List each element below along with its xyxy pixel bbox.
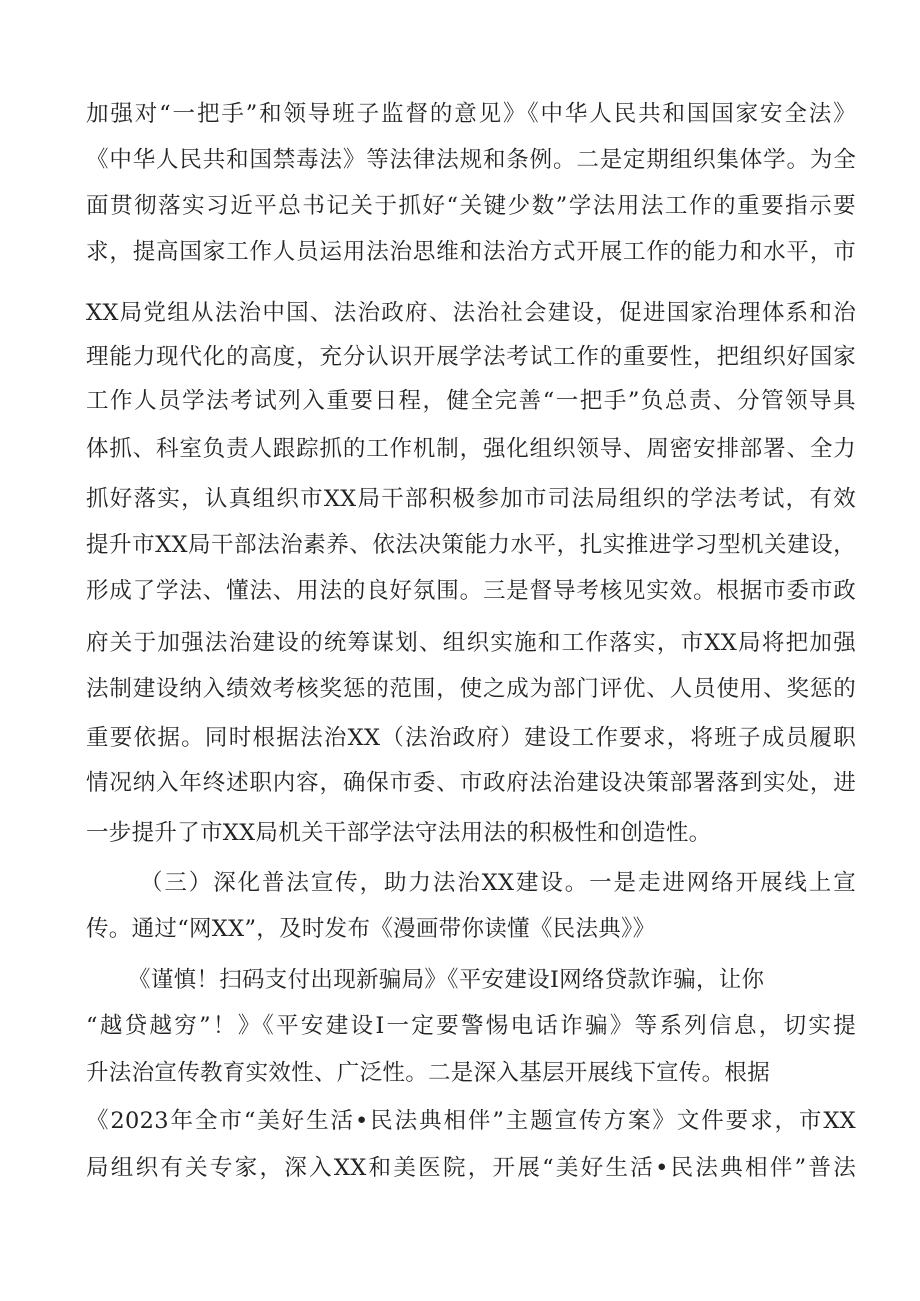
text-line: 加强对“一把手”和领导班子监督的意见》《中华人民共和国国家安全法》 <box>86 101 856 127</box>
text-line: 《中华人民共和国禁毒法》等法律法规和条例。二是定期组织集体学。为全 <box>86 147 856 173</box>
section-heading-line: （三）深化普法宣传，助力法治XX建设。一是走进网络开展线上宣 <box>140 870 856 896</box>
text-line: “越贷越穷”！》《平安建设Ⅰ一定要警惕电话诈骗》等系列信息，切实提 <box>86 1013 856 1039</box>
text-line: 传。通过“网XX”，及时发布《漫画带你读懂《民法典》》 <box>86 916 656 942</box>
text-line: 升法治宣传教育实效性、广泛性。二是深入基层开展线下宣传。根据 <box>86 1060 771 1086</box>
text-line: 重要依据。同时根据法治XX（法治政府）建设工作要求，将班子成员履职 <box>86 725 856 751</box>
text-line: 一步提升了市XX局机关干部学法守法用法的积极性和创造性。 <box>86 820 712 846</box>
text-line: 法制建设纳入绩效考核奖惩的范围，使之成为部门评优、人员使用、奖惩的 <box>86 676 856 702</box>
text-line: 府关于加强法治建设的统筹谋划、组织实施和工作落实，市XX局将把加强 <box>86 630 856 656</box>
text-line: 体抓、科室负责人跟踪抓的工作机制，强化组织领导、周密安排部署、全力 <box>86 436 856 462</box>
text-line: 工作人员学法考试列入重要日程，健全完善“一把手”负总责、分管领导具 <box>86 388 856 414</box>
text-line: XX局党组从法治中国、法治政府、法治社会建设，促进国家治理体系和治 <box>86 300 856 326</box>
text-line: 理能力现代化的高度，充分认识开展学法考试工作的重要性，把组织好国家 <box>86 344 856 370</box>
text-line: 提升市XX局干部法治素养、依法决策能力水平，扎实推进学习型机关建设， <box>86 532 856 558</box>
text-line: 《2023年全市“美好生活•民法典相伴”主题宣传方案》文件要求，市XX <box>86 1108 856 1134</box>
text-line: 情况纳入年终述职内容，确保市委、市政府法治建设决策部署落到实处，进 <box>86 770 856 796</box>
text-line: 《谨慎！扫码支付出现新骗局》《平安建设Ⅰ网络贷款诈骗，让你 <box>128 967 765 993</box>
text-line: 局组织有关专家，深入XX和美医院，开展“美好生活•民法典相伴”普法 <box>86 1155 856 1181</box>
text-line: 形成了学法、懂法、用法的良好氛围。三是督导考核见实效。根据市委市政 <box>86 578 856 604</box>
text-line: 面贯彻落实习近平总书记关于抓好“关键少数”学法用法工作的重要指示要 <box>86 193 856 219</box>
text-line: 抓好落实，认真组织市XX局干部积极参加市司法局组织的学法考试，有效 <box>86 486 856 512</box>
text-line: 求，提高国家工作人员运用法治思维和法治方式开展工作的能力和水平，市 <box>86 239 856 265</box>
